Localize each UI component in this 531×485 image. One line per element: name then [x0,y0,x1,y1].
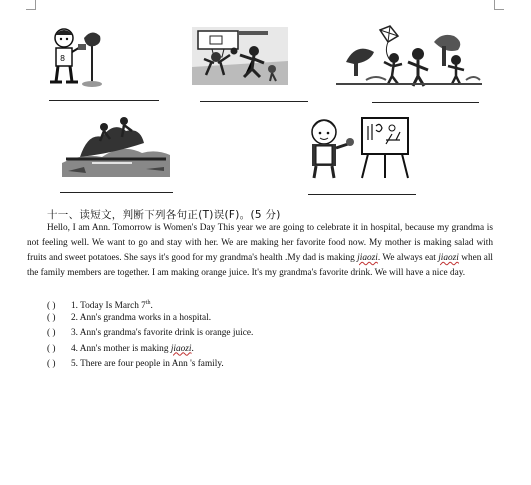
answer-blank-1[interactable] [49,100,159,101]
people-climbing-rocks-icon [62,113,170,177]
true-false-list [47,296,253,372]
family-flying-kite-icon [336,24,482,88]
question-text-2: 2. Ann's grandma works in a hospital. [71,313,212,324]
question-superscript-1: th [145,300,151,306]
reading-passage [27,221,493,281]
question-text-4: 4. Ann's mother is making [71,343,171,354]
girl-at-easel-icon [296,112,416,180]
question-item-2 [47,311,253,326]
svg-text:8: 8 [60,54,66,63]
page-corner-mark-left [35,0,36,9]
answer-bracket-1[interactable]: ( ) [47,301,56,312]
passage-text-part3: when all the family members are together. I am making orange juice. It's my grandma's favorite drink. We will have a nice day. [27,253,494,278]
question-item-3 [47,326,253,341]
passage-pinyin-word-2: jiaozi [438,253,459,263]
answer-bracket-3[interactable]: ( ) [47,328,56,339]
answer-blank-4[interactable] [60,192,173,193]
question-item-4 [47,342,253,357]
kids-playing-basketball-icon [192,27,288,85]
passage-pinyin-word-1: jiaozi [357,253,378,263]
answer-blank-3[interactable] [372,102,479,103]
page-corner-mark-right [494,0,495,9]
answer-blank-2[interactable] [200,101,308,102]
section-heading: 十一、读短文，判断下列各句正(T)误(F)。(5 分) [47,209,281,221]
question-text-3: 3. Ann's grandma's favorite drink is orange juice. [71,328,254,339]
question-text-1: 1. Today Is March 7 [71,301,146,312]
question-text-5: 5. There are four people in Ann 's family. [71,358,224,369]
question-end-1: . [150,301,153,312]
question-end-4: . [191,343,194,354]
question-item-1 [47,296,253,311]
page-corner-mark-left-h [26,9,36,10]
answer-bracket-2[interactable]: ( ) [47,313,56,324]
passage-text-part1: Hello, I am Ann. Tomorrow is Women's Day This year we are going to celebrate it in hospital, because my grandma is not feeling well. We want to go and stay with her. We are making her favorite food now. My mother is making salad with fruits and sweet potatoes. She says it's good for my grandma's health .My dad is making [27,223,493,263]
question-item-5 [47,357,253,372]
answer-bracket-4[interactable]: ( ) [47,343,56,354]
page-corner-mark-right-h [494,9,504,10]
answer-bracket-5[interactable]: ( ) [47,358,56,369]
question-pinyin-word-4: jiaozi [170,343,192,354]
passage-text-part2: . We always eat [377,253,439,263]
boy-watering-tree-icon [46,24,108,90]
passage-paragraph [27,221,493,281]
answer-blank-5[interactable] [308,194,416,195]
